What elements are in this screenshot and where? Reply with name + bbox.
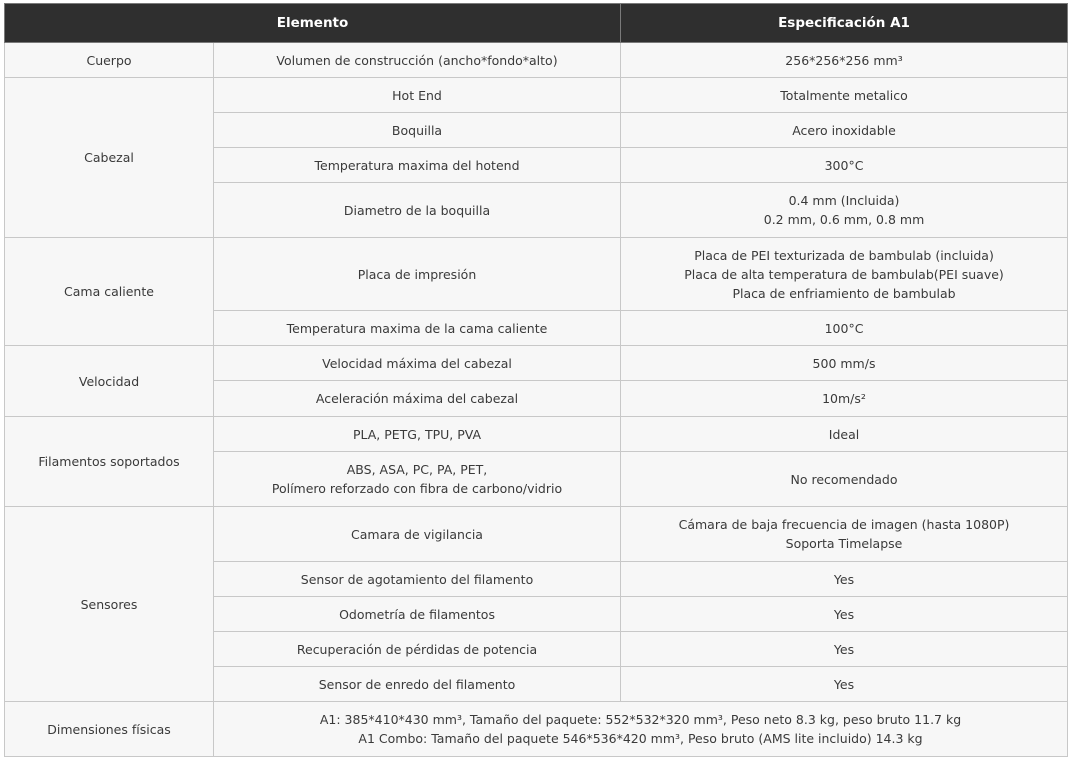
header-row <box>5 4 1068 43</box>
group-cell: Sensores <box>5 507 214 702</box>
element-cell: Diametro de la boquilla <box>214 183 621 238</box>
element-cell: Volumen de construcción (ancho*fondo*alto) <box>214 43 621 78</box>
spec-cell: 0.4 mm (Incluida) 0.2 mm, 0.6 mm, 0.8 mm <box>621 183 1068 238</box>
element-cell: Placa de impresión <box>214 238 621 311</box>
element-cell: Odometría de filamentos <box>214 597 621 632</box>
table-row <box>5 702 1068 757</box>
element-cell: Boquilla <box>214 113 621 148</box>
spec-cell: 256*256*256 mm³ <box>621 43 1068 78</box>
spec-cell: Yes <box>621 667 1068 702</box>
table-row <box>5 417 1068 452</box>
element-cell: Velocidad máxima del cabezal <box>214 346 621 381</box>
group-cell: Cabezal <box>5 78 214 238</box>
element-cell: Camara de vigilancia <box>214 507 621 562</box>
spec-cell: Totalmente metalico <box>621 78 1068 113</box>
element-cell: ABS, ASA, PC, PA, PET, Polímero reforzado con fibra de carbono/vidrio <box>214 452 621 507</box>
table-row <box>5 43 1068 78</box>
group-cell: Cama caliente <box>5 238 214 346</box>
element-cell: Aceleración máxima del cabezal <box>214 381 621 417</box>
group-cell: Filamentos soportados <box>5 417 214 507</box>
spec-cell: 500 mm/s <box>621 346 1068 381</box>
element-cell: Hot End <box>214 78 621 113</box>
spec-cell: Placa de PEI texturizada de bambulab (incluida) Placa de alta temperatura de bambulab(PEI suave) Placa de enfriamiento de bambulab <box>621 238 1068 311</box>
group-cell: Dimensiones físicas <box>5 702 214 757</box>
spec-cell: 10m/s² <box>621 381 1068 417</box>
header-spec: Especificación A1 <box>621 4 1068 43</box>
spec-cell: Yes <box>621 632 1068 667</box>
spec-cell: Yes <box>621 597 1068 632</box>
element-cell: Sensor de enredo del filamento <box>214 667 621 702</box>
dimensions-spec-cell: A1: 385*410*430 mm³, Tamaño del paquete: 552*532*320 mm³, Peso neto 8.3 kg, peso bruto 11.7 kg A1 Combo: Tamaño del paquete 546*536*420 mm³, Peso bruto (AMS lite incluido) 14.3 kg <box>214 702 1068 757</box>
table-row <box>5 238 1068 311</box>
spec-cell: Cámara de baja frecuencia de imagen (hasta 1080P) Soporta Timelapse <box>621 507 1068 562</box>
spec-cell: 100°C <box>621 311 1068 346</box>
table-row <box>5 507 1068 562</box>
element-cell: Temperatura maxima del hotend <box>214 148 621 183</box>
spec-table <box>4 3 1068 757</box>
element-cell: PLA, PETG, TPU, PVA <box>214 417 621 452</box>
group-cell: Velocidad <box>5 346 214 417</box>
element-cell: Sensor de agotamiento del filamento <box>214 562 621 597</box>
element-cell: Recuperación de pérdidas de potencia <box>214 632 621 667</box>
spec-cell: 300°C <box>621 148 1068 183</box>
spec-cell: Acero inoxidable <box>621 113 1068 148</box>
spec-cell: Yes <box>621 562 1068 597</box>
spec-cell: Ideal <box>621 417 1068 452</box>
table-row <box>5 78 1068 113</box>
header-element: Elemento <box>5 4 621 43</box>
spec-cell: No recomendado <box>621 452 1068 507</box>
element-cell: Temperatura maxima de la cama caliente <box>214 311 621 346</box>
group-cell: Cuerpo <box>5 43 214 78</box>
table-row <box>5 346 1068 381</box>
